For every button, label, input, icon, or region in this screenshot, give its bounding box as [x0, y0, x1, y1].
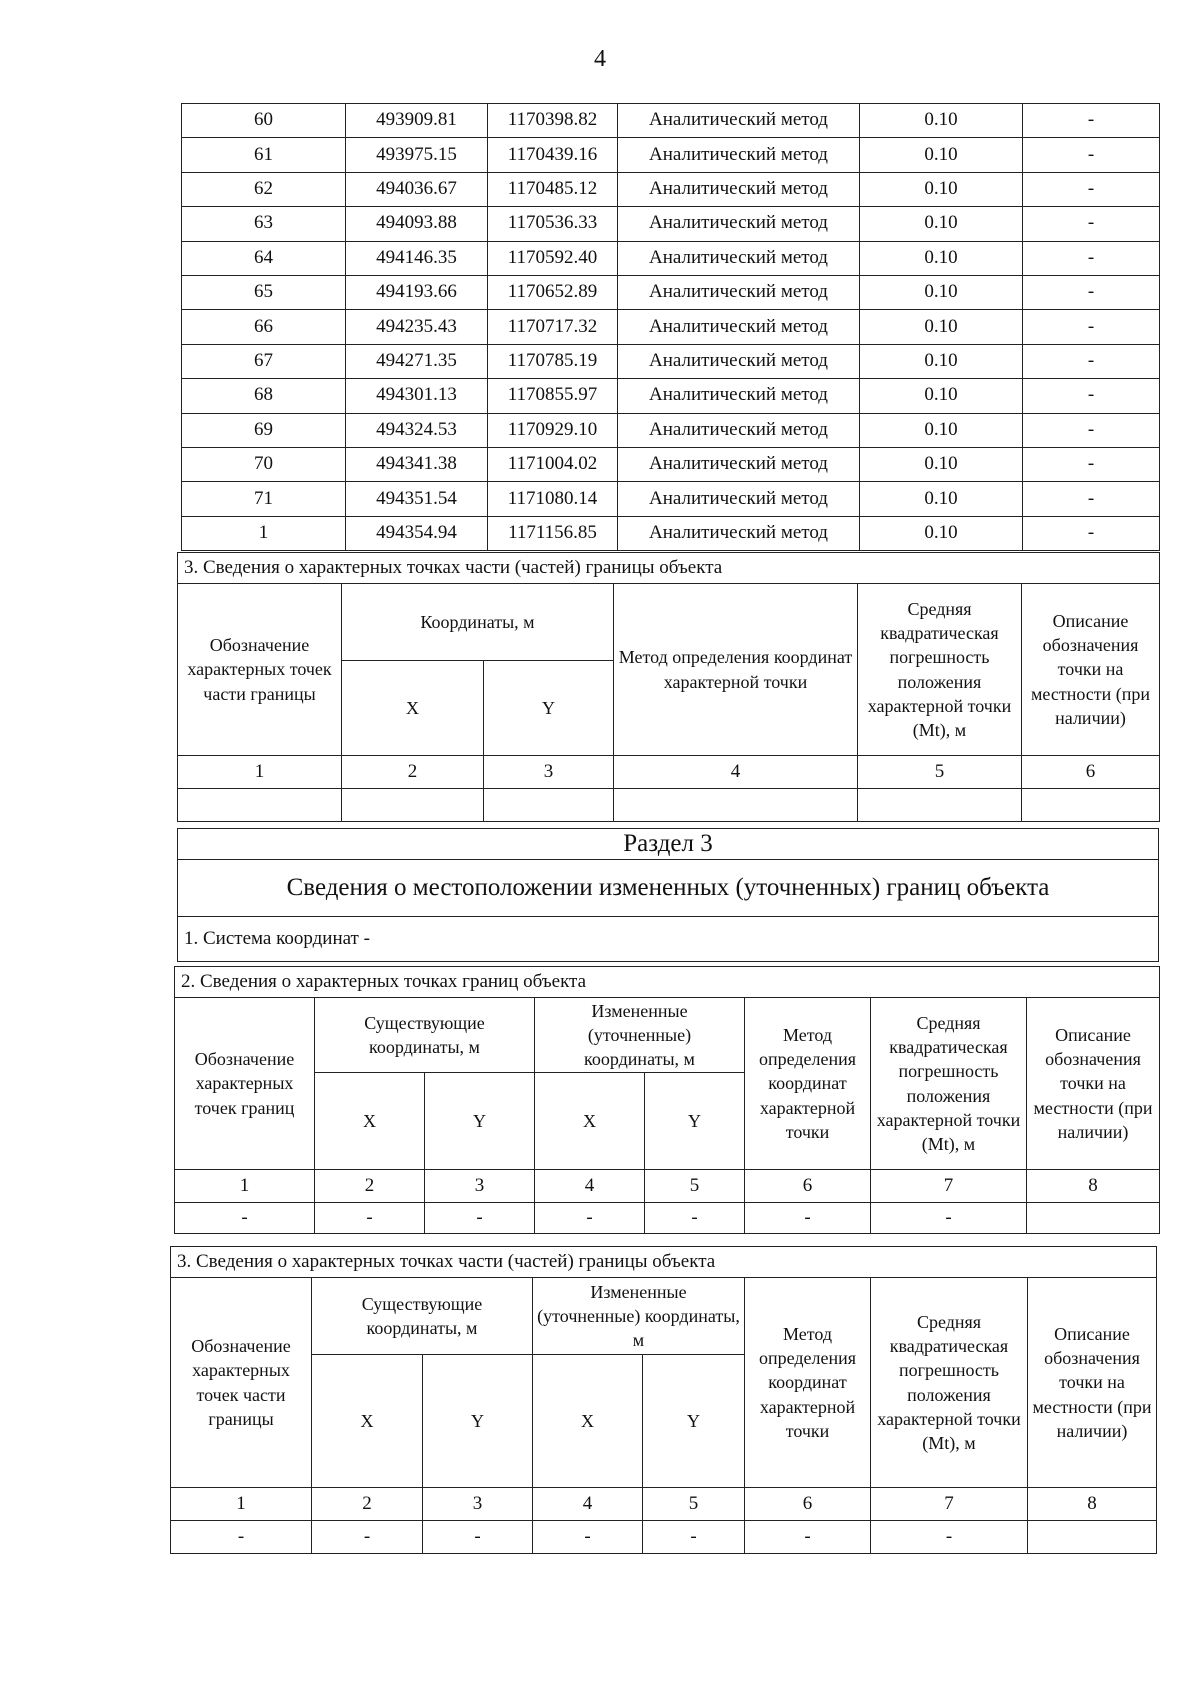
page-number: 4 [594, 46, 606, 72]
table-cell: - [425, 1203, 535, 1234]
col-number: 3 [425, 1170, 535, 1203]
point-mt: 0.10 [860, 310, 1023, 344]
header-changed: Измененные (уточненные) координаты, м [535, 998, 745, 1073]
point-x: 494193.66 [346, 275, 488, 309]
point-y: 1170855.97 [488, 379, 618, 413]
point-desc: - [1023, 413, 1160, 447]
header-designation: Обозначение характерных точек части границы [171, 1278, 312, 1488]
table-row [182, 344, 1160, 378]
header-method: Метод определения координат характерной точки [614, 584, 858, 756]
header-method: Метод определения координат характерной точки [745, 998, 871, 1170]
header-desc: Описание обозначения точки на местности (при наличии) [1028, 1278, 1157, 1488]
point-method: Аналитический метод [618, 379, 860, 413]
point-desc: - [1023, 172, 1160, 206]
changed-points-table [174, 966, 1160, 1234]
col-number: 8 [1027, 1170, 1160, 1203]
col-number: 5 [645, 1170, 745, 1203]
col-number: 3 [484, 756, 614, 789]
header-mt: Средняя квадратическая погрешность положения характерной точки (Mt), м [871, 998, 1027, 1170]
col-number: 6 [745, 1170, 871, 1203]
point-mt: 0.10 [860, 379, 1023, 413]
point-mt: 0.10 [860, 413, 1023, 447]
point-number: 61 [182, 138, 346, 172]
col-number: 1 [171, 1488, 312, 1521]
table-cell: - [535, 1203, 645, 1234]
col-number: 6 [1022, 756, 1160, 789]
header-desc: Описание обозначения точки на местности (при наличии) [1027, 998, 1160, 1170]
point-desc: - [1023, 104, 1160, 138]
point-y: 1170398.82 [488, 104, 618, 138]
table-row [182, 207, 1160, 241]
point-mt: 0.10 [860, 241, 1023, 275]
table-row [182, 447, 1160, 481]
table-cell: - [315, 1203, 425, 1234]
point-method: Аналитический метод [618, 482, 860, 516]
header-designation: Обозначение характерных точек части границы [178, 584, 342, 756]
point-y: 1170652.89 [488, 275, 618, 309]
table-row [182, 310, 1160, 344]
point-number: 67 [182, 344, 346, 378]
point-desc: - [1023, 138, 1160, 172]
col-number: 8 [1028, 1488, 1157, 1521]
col-number: 4 [614, 756, 858, 789]
col-number: 2 [342, 756, 484, 789]
point-mt: 0.10 [860, 344, 1023, 378]
col-number: 4 [535, 1170, 645, 1203]
point-method: Аналитический метод [618, 207, 860, 241]
point-desc: - [1023, 344, 1160, 378]
point-number: 66 [182, 310, 346, 344]
header-mt: Средняя квадратическая погрешность положения характерной точки (Mt), м [871, 1278, 1028, 1488]
point-number: 63 [182, 207, 346, 241]
point-number: 69 [182, 413, 346, 447]
point-x: 494341.38 [346, 447, 488, 481]
point-desc: - [1023, 275, 1160, 309]
points-table [181, 103, 1160, 551]
point-desc: - [1023, 310, 1160, 344]
col-number: 4 [533, 1488, 643, 1521]
table-row [182, 241, 1160, 275]
table-row [182, 172, 1160, 206]
col-number: 2 [312, 1488, 423, 1521]
point-method: Аналитический метод [618, 413, 860, 447]
empty-cell [858, 789, 1022, 822]
col-number: 2 [315, 1170, 425, 1203]
point-method: Аналитический метод [618, 104, 860, 138]
point-y: 1170785.19 [488, 344, 618, 378]
header-existing: Существующие координаты, м [315, 998, 535, 1073]
col-number: 5 [643, 1488, 745, 1521]
point-desc: - [1023, 447, 1160, 481]
empty-cell [484, 789, 614, 822]
point-x: 494271.35 [346, 344, 488, 378]
table-cell: - [423, 1521, 533, 1554]
point-y: 1170485.12 [488, 172, 618, 206]
point-x: 493909.81 [346, 104, 488, 138]
header-desc: Описание обозначения точки на местности (при наличии) [1022, 584, 1160, 756]
point-mt: 0.10 [860, 207, 1023, 241]
header-existing: Существующие координаты, м [312, 1278, 533, 1355]
empty-cell [342, 789, 484, 822]
table-cell: - [533, 1521, 643, 1554]
table-row [182, 379, 1160, 413]
point-number: 65 [182, 275, 346, 309]
changed-part-title: 3. Сведения о характерных точках части (частей) границы объекта [171, 1247, 1157, 1278]
coord-system: 1. Система координат - [178, 917, 1159, 962]
header-x: X [312, 1355, 423, 1488]
point-x: 494093.88 [346, 207, 488, 241]
header-y: Y [645, 1073, 745, 1170]
col-number: 7 [871, 1488, 1028, 1521]
point-y: 1170592.40 [488, 241, 618, 275]
table-cell: - [745, 1521, 871, 1554]
header-mt: Средняя квадратическая погрешность положения характерной точки (Mt), м [858, 584, 1022, 756]
empty-cell [614, 789, 858, 822]
header-y: Y [484, 661, 614, 756]
header-x: X [342, 661, 484, 756]
header-designation: Обозначение характерных точек границ [175, 998, 315, 1170]
point-method: Аналитический метод [618, 172, 860, 206]
table-cell: - [312, 1521, 423, 1554]
header-x: X [315, 1073, 425, 1170]
col-number: 5 [858, 756, 1022, 789]
point-mt: 0.10 [860, 482, 1023, 516]
table-cell: - [175, 1203, 315, 1234]
point-number: 62 [182, 172, 346, 206]
point-x: 494146.35 [346, 241, 488, 275]
point-x: 494354.94 [346, 516, 488, 550]
table-row [182, 275, 1160, 309]
empty-cell [1022, 789, 1160, 822]
header-y: Y [643, 1355, 745, 1488]
point-desc: - [1023, 207, 1160, 241]
section3-heading: Раздел 3 [178, 829, 1159, 860]
point-x: 493975.15 [346, 138, 488, 172]
point-method: Аналитический метод [618, 138, 860, 172]
table-cell: - [643, 1521, 745, 1554]
point-y: 1171080.14 [488, 482, 618, 516]
point-desc: - [1023, 241, 1160, 275]
table-cell: - [871, 1203, 1027, 1234]
col-number: 6 [745, 1488, 871, 1521]
point-number: 64 [182, 241, 346, 275]
point-mt: 0.10 [860, 447, 1023, 481]
point-desc: - [1023, 379, 1160, 413]
point-method: Аналитический метод [618, 447, 860, 481]
point-method: Аналитический метод [618, 275, 860, 309]
table-row [182, 413, 1160, 447]
table-cell [1028, 1521, 1157, 1554]
point-mt: 0.10 [860, 104, 1023, 138]
table-row [182, 482, 1160, 516]
point-x: 494324.53 [346, 413, 488, 447]
empty-cell [178, 789, 342, 822]
point-y: 1171156.85 [488, 516, 618, 550]
header-coords: Координаты, м [342, 584, 614, 661]
point-x: 494235.43 [346, 310, 488, 344]
point-number: 71 [182, 482, 346, 516]
point-mt: 0.10 [860, 516, 1023, 550]
point-y: 1171004.02 [488, 447, 618, 481]
point-mt: 0.10 [860, 172, 1023, 206]
col-number: 7 [871, 1170, 1027, 1203]
point-method: Аналитический метод [618, 516, 860, 550]
point-x: 494301.13 [346, 379, 488, 413]
header-x: X [535, 1073, 645, 1170]
header-y: Y [425, 1073, 535, 1170]
table-cell: - [745, 1203, 871, 1234]
table-row [182, 516, 1160, 550]
point-mt: 0.10 [860, 138, 1023, 172]
col-number: 1 [175, 1170, 315, 1203]
header-y: Y [423, 1355, 533, 1488]
point-number: 70 [182, 447, 346, 481]
header-changed: Измененные (уточненные) координаты, м [533, 1278, 745, 1355]
point-method: Аналитический метод [618, 241, 860, 275]
point-number: 60 [182, 104, 346, 138]
header-x: X [533, 1355, 643, 1488]
point-y: 1170536.33 [488, 207, 618, 241]
col-number: 3 [423, 1488, 533, 1521]
point-mt: 0.10 [860, 275, 1023, 309]
point-desc: - [1023, 516, 1160, 550]
section2-part-table [177, 552, 1160, 822]
point-x: 494351.54 [346, 482, 488, 516]
table-cell: - [871, 1521, 1028, 1554]
section2-part-title: 3. Сведения о характерных точках части (частей) границы объекта [178, 553, 1160, 584]
section3-title: Сведения о местоположении измененных (уточненных) границ объекта [178, 860, 1159, 917]
point-method: Аналитический метод [618, 344, 860, 378]
section3-heading-table [177, 828, 1159, 962]
table-row [182, 104, 1160, 138]
table-row [182, 138, 1160, 172]
point-number: 68 [182, 379, 346, 413]
point-number: 1 [182, 516, 346, 550]
point-method: Аналитический метод [618, 310, 860, 344]
point-y: 1170929.10 [488, 413, 618, 447]
table-cell: - [171, 1521, 312, 1554]
point-y: 1170439.16 [488, 138, 618, 172]
point-x: 494036.67 [346, 172, 488, 206]
point-desc: - [1023, 482, 1160, 516]
header-method: Метод определения координат характерной точки [745, 1278, 871, 1488]
changed-part-table [170, 1246, 1157, 1554]
table-cell: - [645, 1203, 745, 1234]
changed-points-title: 2. Сведения о характерных точках границ объекта [175, 967, 1160, 998]
point-y: 1170717.32 [488, 310, 618, 344]
table-cell [1027, 1203, 1160, 1234]
col-number: 1 [178, 756, 342, 789]
